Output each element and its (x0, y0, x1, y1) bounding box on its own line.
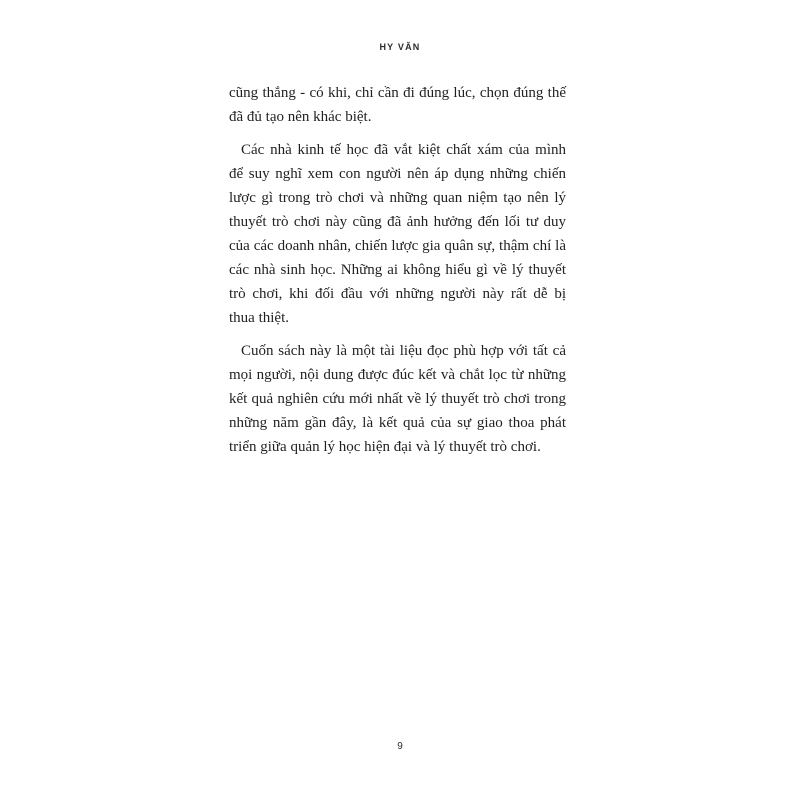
body-text (229, 81, 566, 459)
text-line: những năm gần đây, là kết quả của sự giao thoa phát (229, 415, 566, 431)
paragraph (229, 138, 566, 330)
text-line: các nhà sinh học. Những ai không hiểu gì về lý thuyết (229, 262, 566, 278)
text-line: cũng thắng - có khi, chỉ cần đi đúng lúc, chọn đúng thế (229, 85, 566, 101)
text-line: thuyết trò chơi này cũng đã ảnh hưởng đến lối tư duy (229, 214, 566, 230)
page-number: 9 (397, 741, 403, 752)
text-line: đã đủ tạo nên khác biệt. (229, 109, 372, 125)
text-line: lược gì trong trò chơi và những quan niệm tạo nên lý (229, 190, 566, 206)
text-line: Cuốn sách này là một tài liệu đọc phù hợp với tất cả (241, 343, 566, 359)
running-header: HY VĂN (379, 42, 421, 52)
text-line: của các doanh nhân, chiến lược gia quân sự, thậm chí là (229, 238, 566, 254)
text-line: trò chơi, khi đối đầu với những người này rất dễ bị (229, 286, 566, 302)
text-line: mọi người, nội dung được đúc kết và chắt lọc từ những (229, 367, 566, 383)
text-line: để suy nghĩ xem con người nên áp dụng những chiến (229, 166, 566, 182)
paragraph (229, 339, 566, 459)
text-line: thua thiệt. (229, 310, 289, 326)
text-line: kết quả nghiên cứu mới nhất về lý thuyết trò chơi trong (229, 391, 566, 407)
text-line: triển giữa quản lý học hiện đại và lý thuyết trò chơi. (229, 439, 541, 455)
paragraph (229, 81, 566, 129)
text-line: Các nhà kinh tế học đã vắt kiệt chất xám của mình (241, 142, 566, 158)
